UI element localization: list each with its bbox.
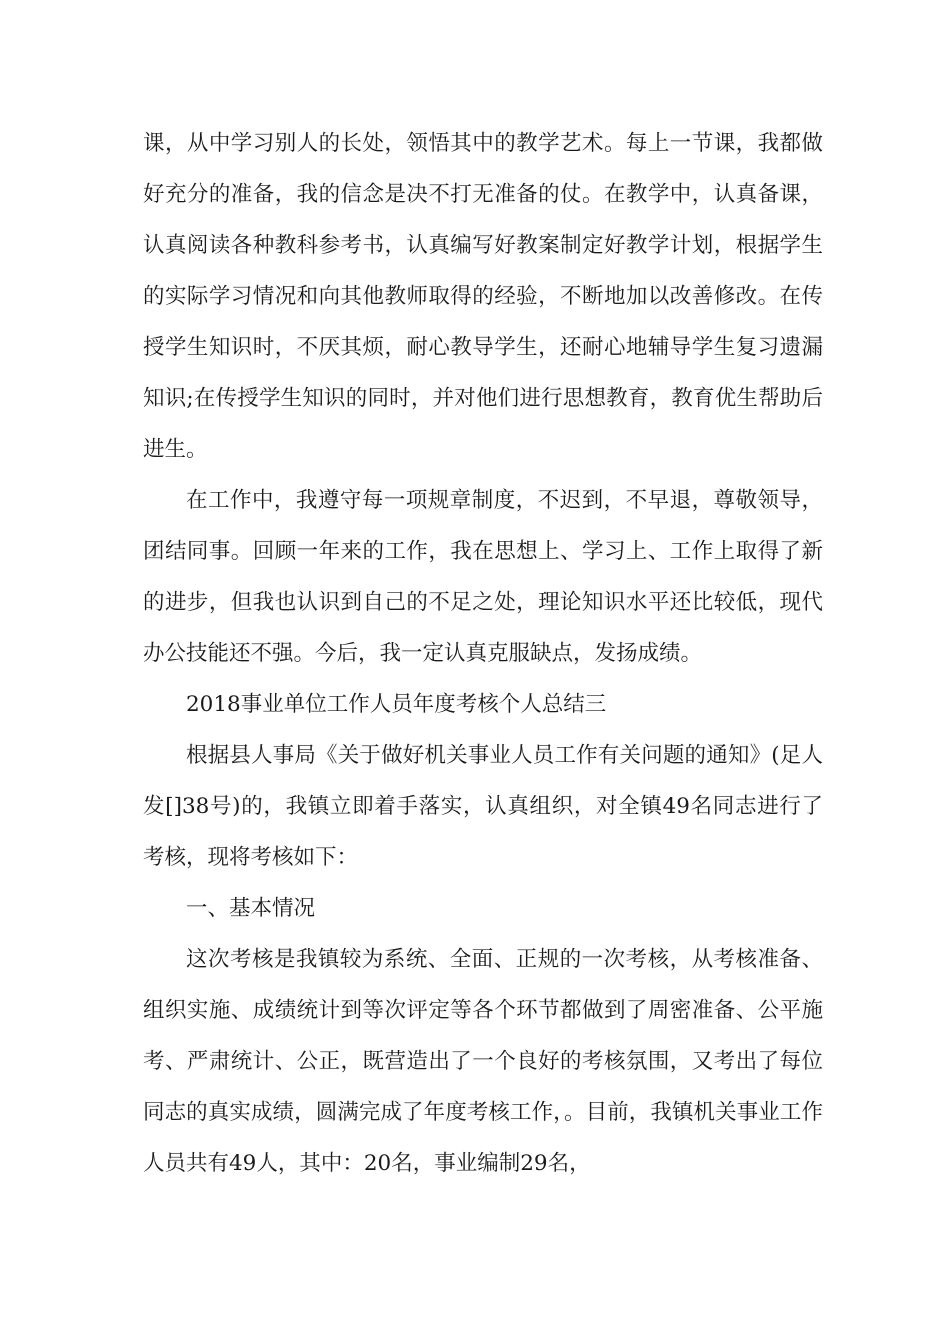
paragraph-intro: 根据县人事局《关于做好机关事业人员工作有关问题的通知》(足人发[]38号)的，我镇立即着手落实，认真组织，对全镇49名同志进行了考核，现将考核如下： (143, 743, 823, 870)
paragraph-continuation: 课，从中学习别人的长处，领悟其中的教学艺术。每上一节课，我都做好充分的准备，我的信念是决不打无准备的仗。在教学中，认真备课，认真阅读各种教科参考书，认真编写好教案制定好教学计划，根据学生的实际学习情况和向其他教师取得的经验，不断地加以改善修改。在传授学生知识时，不厌其烦，耐心教导学生，还耐心地辅导学生复习遗漏知识;在传授学生知识的同时，并对他们进行思想教育，教育优生帮助后进生。 (143, 131, 823, 462)
paragraph-basic-situation: 这次考核是我镇较为系统、全面、正规的一次考核，从考核准备、组织实施、成绩统计到等次评定等各个环节都做到了周密准备、公平施考、严肃统计、公正，既营造出了一个良好的考核氛围，又考出了每位同志的真实成绩，圆满完成了年度考核工作，。目前，我镇机关事业工作人员共有49人，其中：20名，事业编制29名， (143, 947, 823, 1176)
subsection-heading: 一、基本情况 (186, 896, 316, 921)
document-body (143, 118, 823, 1189)
section-heading: 2018事业单位工作人员年度考核个人总结三 (186, 692, 607, 717)
paragraph-work-summary: 在工作中，我遵守每一项规章制度，不迟到，不早退，尊敬领导，团结同事。回顾一年来的工作，我在思想上、学习上、工作上取得了新的进步，但我也认识到自己的不足之处，理论知识水平还比较低，现代办公技能还不强。今后，我一定认真克服缺点，发扬成绩。 (143, 488, 823, 666)
